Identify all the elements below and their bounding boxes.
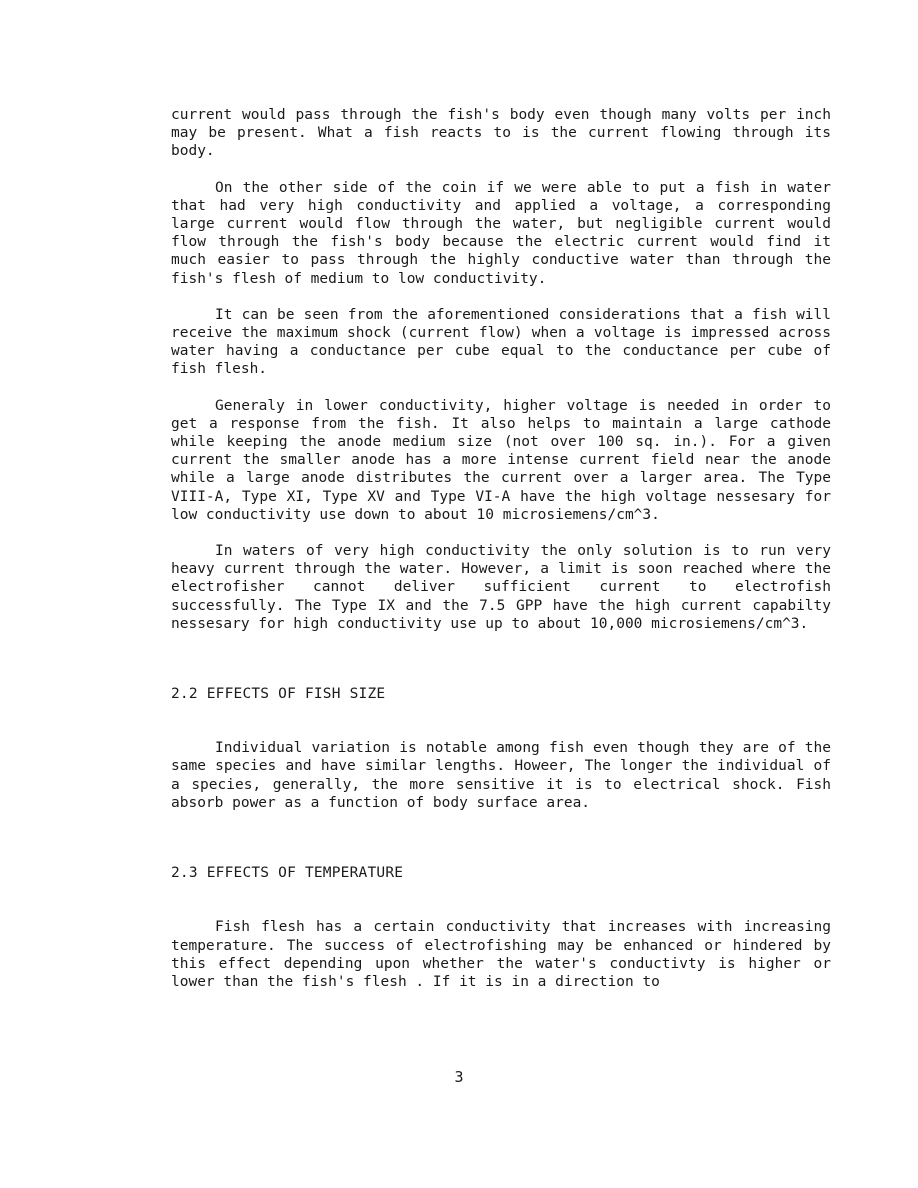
paragraph-fish-size: Individual variation is notable among fish even though they are of the same species and have similar lengths. Howeer, The longer the individual of a species, generally, the more sensitive it is to electrical shock. Fish absorb power as a function of body surface area. xyxy=(171,740,831,811)
document-page xyxy=(171,106,831,991)
paragraph-temperature: Fish flesh has a certain conductivity that increases with increasing temperature. The success of electrofishing may be enhanced or hindered by this effect depending upon whether the water's conductivty is higher or lower than the fish's flesh . If it is in a direction to xyxy=(171,919,831,990)
paragraph-very-high-conductivity: In waters of very high conductivity the only solution is to run very heavy current through the water. However, a limit is soon reached where the electrofisher cannot deliver sufficient current to electrofish successfully. The Type IX and the 7.5 GPP have the high current capabilty nessesary for high conductivity use up to about 10,000 microsiemens/cm^3. xyxy=(171,543,831,632)
page-number: 3 xyxy=(454,1068,464,1086)
paragraph-current-flow: current would pass through the fish's body even though many volts per inch may be present. What a fish reacts to is the current flowing through its body. xyxy=(171,107,831,160)
paragraph-low-conductivity: Generaly in lower conductivity, higher voltage is needed in order to get a response from the fish. It also helps to maintain a large cathode while keeping the anode medium size (not over 100 sq. in.). For a given current the smaller anode has a more intense current field near the anode while a large anode distributes the current over a larger area. The Type VIII-A, Type XI, Type XV and Type VI-A have the high voltage nessesary for low conductivity use down to about 10 microsiemens/cm^3. xyxy=(171,397,831,523)
heading-fish-size: 2.2 EFFECTS OF FISH SIZE xyxy=(171,686,386,703)
heading-temperature: 2.3 EFFECTS OF TEMPERATURE xyxy=(171,865,404,882)
paragraph-high-conductivity: On the other side of the coin if we were able to put a fish in water that had very high conductivity and applied a voltage, a corresponding large current would flow through the water, but negligible current would flow through the fish's body because the electric current would find it much easier to pass through the highly conductive water than through the fish's flesh of medium to low conductivity. xyxy=(171,179,831,287)
paragraph-maximum-shock: It can be seen from the aforementioned considerations that a fish will receive the maximum shock (current flow) when a voltage is impressed across water having a conductance per cube equal to the conductance per cube of fish flesh. xyxy=(171,306,831,378)
